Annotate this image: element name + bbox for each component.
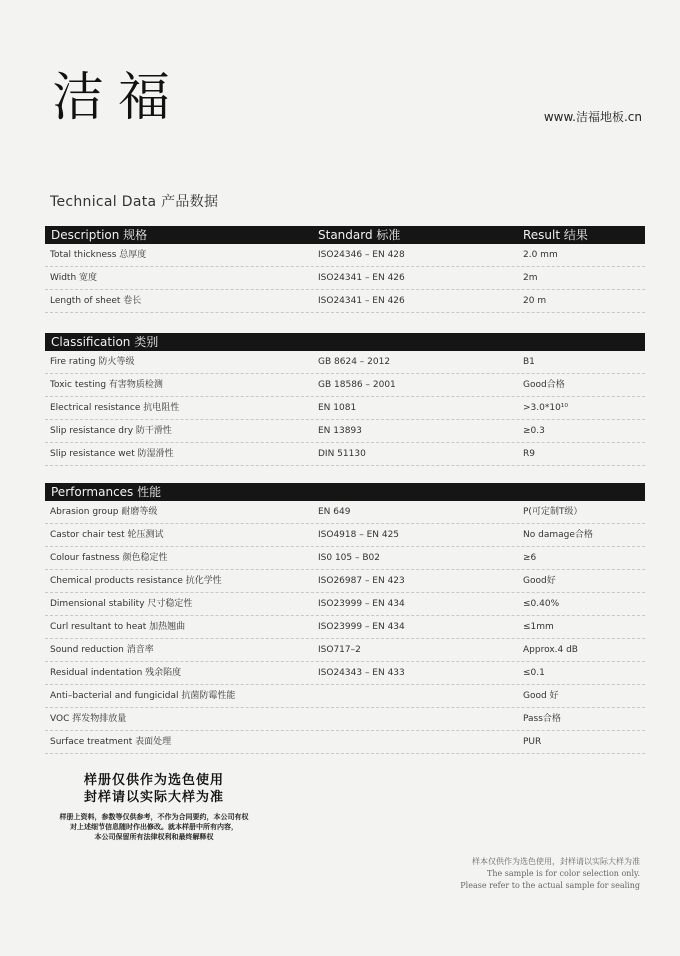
footer-en-2: Please refer to the actual sample for sealing: [460, 881, 640, 890]
row-standard: ISO717–2: [318, 645, 361, 655]
result-header: Result 结果: [523, 228, 588, 242]
row-desc: Width 宽度: [50, 273, 98, 283]
row-standard: EN 1081: [318, 403, 357, 413]
row-result: >3.0*10¹⁰: [523, 403, 569, 413]
row-standard: ISO24341 – EN 426: [318, 296, 405, 306]
row-desc: Electrical resistance 抗电阻性: [50, 403, 180, 413]
performances-table: [45, 483, 645, 754]
classification-header: [45, 333, 645, 351]
table-row: [45, 397, 645, 420]
row-desc: Anti–bacterial and fungicidal 抗菌防霉性能: [50, 691, 236, 701]
row-desc: VOC 挥发物排放量: [50, 714, 127, 724]
row-standard: ISO24346 – EN 428: [318, 250, 405, 260]
notice-line-2: 封样请以实际大样为准: [83, 790, 224, 805]
notice-line-1: 样册仅供作为选色使用: [83, 773, 224, 788]
table-row: [45, 374, 645, 397]
row-desc: Slip resistance wet 防湿滑性: [50, 449, 174, 459]
classification-table: [45, 333, 645, 466]
row-result: P(可定制T级）: [523, 507, 583, 517]
row-standard: IS0 105 – B02: [318, 553, 380, 563]
row-standard: GB 8624 – 2012: [318, 357, 391, 367]
performances-header: [45, 483, 645, 501]
row-desc: Total thickness 总厚度: [50, 250, 147, 260]
section-title: Technical Data 产品数据: [50, 194, 219, 210]
row-standard: DIN 51130: [318, 449, 366, 459]
row-desc: Castor chair test 轮压测试: [50, 530, 164, 540]
row-desc: Toxic testing 有害物质检测: [50, 380, 163, 390]
row-result: ≥0.3: [523, 426, 545, 436]
standard-header: Standard 标准: [318, 228, 401, 242]
row-desc: Dimensional stability 尺寸稳定性: [50, 599, 193, 609]
row-result: R9: [523, 449, 535, 459]
row-result: ≤0.40%: [523, 599, 560, 609]
row-result: Pass合格: [523, 714, 561, 724]
brand-logo: 洁福: [52, 68, 185, 128]
table-row: [45, 685, 645, 708]
row-desc: Residual indentation 残余陷度: [50, 668, 182, 678]
table-row: [45, 351, 645, 374]
table-title: Classification 类别: [51, 335, 159, 349]
table-row: [45, 267, 645, 290]
row-desc: Curl resultant to heat 加热翘曲: [50, 622, 186, 632]
row-result: Good 好: [523, 691, 559, 701]
row-result: PUR: [523, 737, 542, 747]
table-row: [45, 731, 645, 754]
row-standard: EN 13893: [318, 426, 362, 436]
row-result: ≥6: [523, 553, 537, 563]
table-row: [45, 443, 645, 466]
row-desc: Abrasion group 耐磨等级: [50, 507, 158, 517]
footer-en-1: The sample is for color selection only.: [487, 869, 640, 878]
row-standard: GB 18586 – 2001: [318, 380, 396, 390]
description-header: [45, 226, 645, 244]
description-table: [45, 226, 645, 313]
notice-block: [42, 772, 266, 842]
row-result: Approx.4 dB: [523, 645, 578, 655]
table-row: [45, 290, 645, 313]
row-desc: Chemical products resistance 抗化学性: [50, 576, 222, 586]
table-row: [45, 524, 645, 547]
row-desc: Length of sheet 卷长: [50, 296, 142, 306]
row-result: Good合格: [523, 380, 565, 390]
footer-cn: 样本仅供作为选色使用，封样请以实际大样为准: [472, 857, 640, 866]
table-row: [45, 593, 645, 616]
website-url: www.洁福地板.cn: [543, 110, 642, 124]
table-row: [45, 662, 645, 685]
table-row: [45, 570, 645, 593]
row-result: 20 m: [523, 296, 547, 306]
fine-print-line: 样册上资料，参数等仅供参考，不作为合同要约，本公司有权: [59, 813, 249, 821]
row-result: 2.0 mm: [523, 250, 558, 260]
row-standard: ISO23999 – EN 434: [318, 622, 405, 632]
row-desc: Sound reduction 消音率: [50, 645, 154, 655]
table-row: [45, 244, 645, 267]
fine-print-line: 对上述细节信息随时作出修改。就本样册中所有内容，: [70, 823, 238, 831]
table-row: [45, 420, 645, 443]
table-title: Description 规格: [51, 228, 148, 242]
row-standard: ISO26987 – EN 423: [318, 576, 405, 586]
row-result: Good好: [523, 576, 556, 586]
row-result: 2m: [523, 273, 538, 283]
row-standard: ISO4918 – EN 425: [318, 530, 400, 540]
table-row: [45, 547, 645, 570]
row-desc: Surface treatment 表面处理: [50, 737, 172, 747]
table-row: [45, 501, 645, 524]
row-desc: Fire rating 防火等级: [50, 357, 135, 367]
row-result: No damage合格: [523, 530, 593, 540]
row-standard: EN 649: [318, 507, 351, 517]
row-result: ≤1mm: [523, 622, 554, 632]
row-desc: Slip resistance dry 防干滑性: [50, 426, 172, 436]
row-standard: ISO23999 – EN 434: [318, 599, 405, 609]
row-result: ≤0.1: [523, 668, 545, 678]
table-title: Performances 性能: [51, 485, 162, 499]
table-row: [45, 616, 645, 639]
notice-fine-print: [42, 812, 266, 842]
table-row: [45, 708, 645, 731]
row-standard: ISO24343 – EN 433: [318, 668, 405, 678]
row-result: B1: [523, 357, 535, 367]
row-desc: Colour fastness 颜色稳定性: [50, 553, 168, 563]
fine-print-line: 本公司保留所有法律权利和最终解释权: [94, 833, 214, 841]
footer-note: [380, 856, 640, 892]
table-row: [45, 639, 645, 662]
row-standard: ISO24341 – EN 426: [318, 273, 405, 283]
